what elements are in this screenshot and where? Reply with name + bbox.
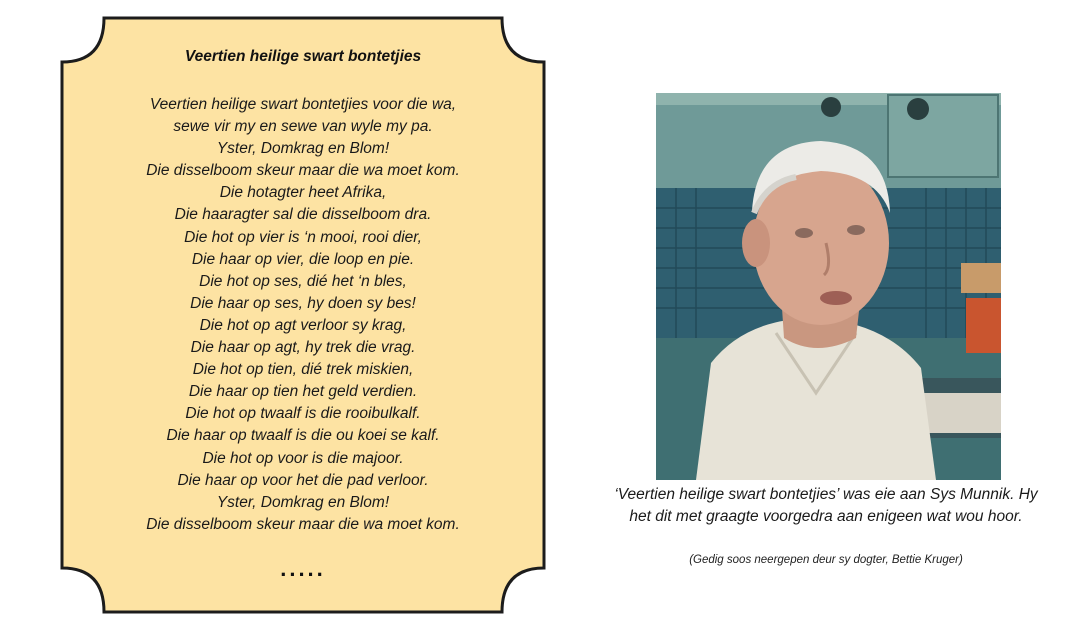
caption-line: het dit met graagte voorgedra aan enigeen wat wou hoor. [629, 508, 1023, 525]
caption-line: ‘Veertien heilige swart bontetjies’ was eie aan Sys Munnik. Hy [614, 486, 1038, 503]
poem-title: Veertien heilige swart bontetjies [184, 48, 422, 65]
poem-line: Veertien heilige swart bontetjies voor die wa, [149, 96, 457, 113]
poem-line: Die haaragter sal die disselboom dra. [174, 206, 432, 224]
poem-credit: (Gedig soos neergepen deur sy dogter, Bettie Kruger) [689, 554, 963, 566]
poem-body [60, 94, 546, 536]
poem-line: Die haar op agt, hy trek die vrag. [190, 339, 416, 357]
poem-line: Die hot op twaalf is die rooibulkalf. [185, 405, 421, 423]
portrait-photo [656, 93, 1001, 480]
poem-ellipsis: ..... [280, 556, 326, 581]
poem-line: sewe vir my en sewe van wyle my pa. [173, 118, 433, 136]
poem-line: Die haar op ses, hy doen sy bes! [190, 294, 416, 312]
poem-line: Die haar op vier, die loop en pie. [191, 250, 415, 268]
poem-line: Die haar op voor het die pad verloor. [177, 471, 429, 489]
poem-line: Die hot op agt verloor sy krag, [199, 316, 407, 334]
poem-line: Die haar op tien het geld verdien. [188, 383, 418, 401]
photo-caption [580, 484, 1072, 528]
poem-line: Die hot op voor is die majoor. [202, 449, 404, 467]
poem-line: Die hotagter heet Afrika, [219, 184, 387, 202]
poem-line: Die hot op tien, dié trek miskien, [192, 361, 414, 379]
poem-line: Die haar op twaalf is die ou koei se kalf. [166, 427, 440, 445]
poem-line: Yster, Domkrag en Blom! [216, 140, 390, 158]
poem-line: Die hot op vier is ‘n mooi, rooi dier, [184, 228, 422, 246]
poem-line: Die disselboom skeur maar die wa moet kom. [146, 162, 460, 180]
poem-line: Die hot op ses, dié het ‘n bles, [199, 272, 407, 290]
poem-line: Die disselboom skeur maar die wa moet kom. [146, 515, 460, 533]
poem-line: Yster, Domkrag en Blom! [216, 493, 390, 511]
